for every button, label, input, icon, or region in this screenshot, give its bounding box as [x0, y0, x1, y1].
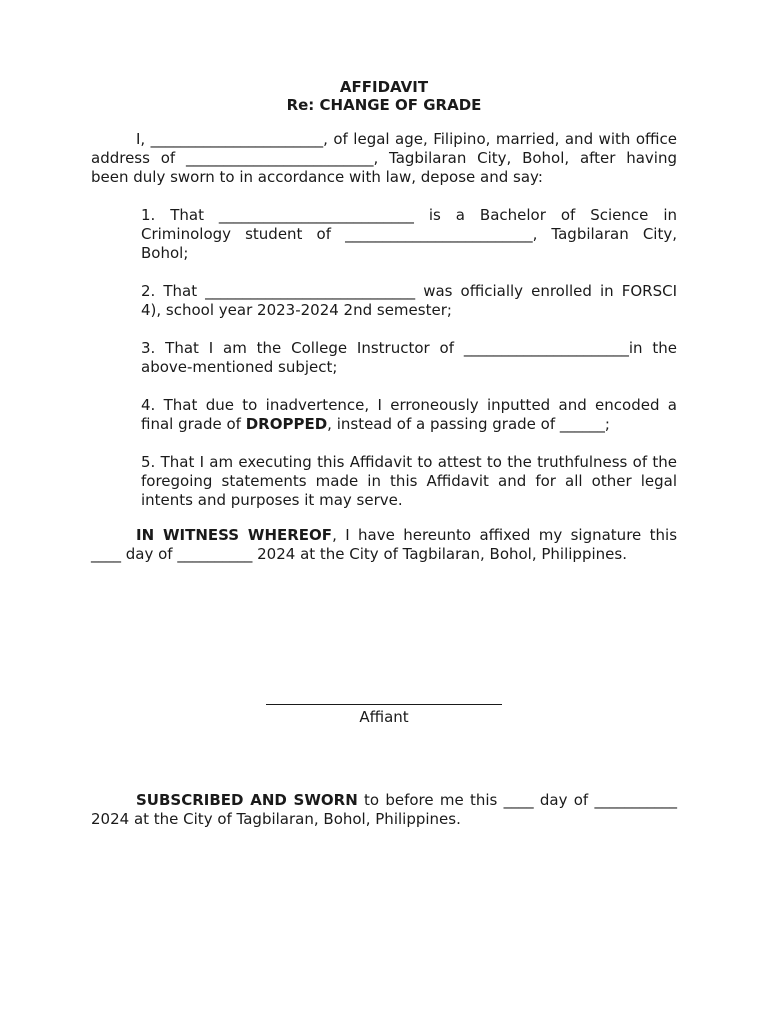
- signature-line: [266, 704, 502, 705]
- witness-paragraph: [91, 526, 677, 564]
- statement-item-4: [141, 396, 677, 434]
- sworn-paragraph: [91, 791, 677, 829]
- statement-item-4-text: 4. That due to inadvertence, I erroneously inputted and encoded a final grade of: [141, 396, 677, 433]
- document-subtitle: Re: CHANGE OF GRADE: [286, 96, 482, 114]
- statement-item-1: 1. That __________________________ is a Bachelor of Science in Criminology student of _________________________, Tagbilaran City, Bohol;: [141, 206, 677, 262]
- statement-item-4-tail: , instead of a passing grade of ______;: [327, 415, 610, 433]
- statement-item-5: 5. That I am executing this Affidavit to attest to the truthfulness of the foregoing statements made in this Affidavit and for all other legal intents and purposes it may serve.: [141, 453, 677, 509]
- document-title: AFFIDAVIT: [339, 78, 429, 96]
- sworn-heading: SUBSCRIBED AND SWORN: [136, 791, 358, 809]
- statement-item-2: 2. That ____________________________ was officially enrolled in FORSCI 4), school year 2023-2024 2nd semester;: [141, 282, 677, 319]
- witness-heading: IN WITNESS WHEREOF: [136, 526, 333, 544]
- sworn-text: to before me this ____ day of ___________ 2024 at the City of Tagbilaran, Bohol, Philippines.: [91, 791, 677, 828]
- intro-paragraph: I, _______________________, of legal age, Filipino, married, and with office address of _________________________, Tagbilaran City, Bohol, after having been duly sworn to in accordance with law, depose and say:: [91, 130, 677, 186]
- statement-item-3: 3. That I am the College Instructor of ______________________in the above-mentioned subject;: [141, 339, 677, 376]
- affiant-signature-block: [266, 704, 502, 726]
- affidavit-body: [91, 78, 677, 564]
- affiant-label: Affiant: [359, 708, 409, 726]
- witness-text: , I have hereunto affixed my signature this ____ day of __________ 2024 at the City of Tagbilaran, Bohol, Philippines.: [91, 526, 678, 563]
- dropped-grade: DROPPED: [245, 415, 328, 433]
